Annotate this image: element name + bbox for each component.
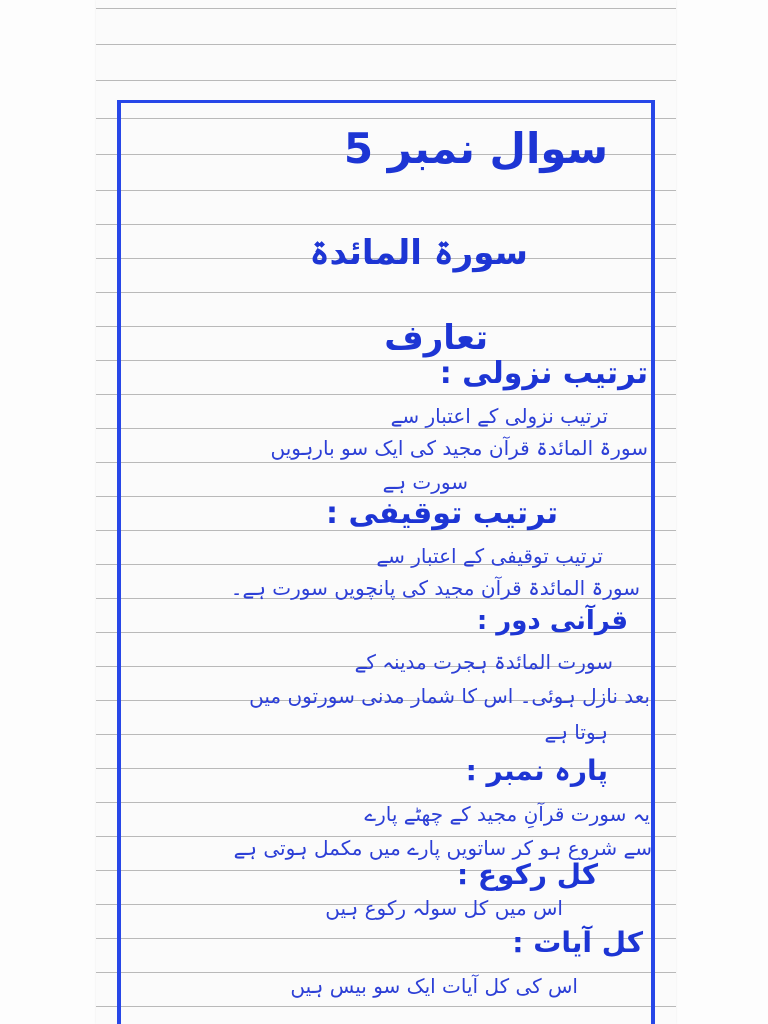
- section-heading-para: پارہ نمبر :: [465, 754, 608, 787]
- ruled-line: [96, 8, 676, 9]
- surah-title: سورۃ المائدۃ: [309, 233, 528, 273]
- text-line: سورۃ المائدۃ قرآن مجید کی ایک سو بارہویں: [270, 436, 648, 460]
- text-line: ترتیب توقیفی کے اعتبار سے: [376, 544, 603, 568]
- ruled-line: [96, 224, 676, 225]
- ruled-line: [96, 394, 676, 395]
- ruled-line: [96, 190, 676, 191]
- question-title: سوال نمبر 5: [343, 124, 608, 173]
- margin-line-top: [117, 100, 655, 103]
- ruled-line: [96, 972, 676, 973]
- margin-line-left: [117, 102, 121, 1024]
- text-line: ترتیب نزولی کے اعتبار سے: [390, 404, 608, 428]
- ruled-line: [96, 292, 676, 293]
- text-line: ہوتا ہے: [544, 720, 608, 744]
- text-line: سے شروع ہو کر ساتویں پارے میں مکمل ہوتی ہے: [233, 836, 652, 860]
- ruled-line: [96, 462, 676, 463]
- text-line: سورت ہے: [382, 470, 468, 494]
- section-heading-ruku: کل رکوع :: [456, 858, 598, 891]
- ruled-line: [96, 80, 676, 81]
- section-heading-ayat: کل آیات :: [512, 926, 643, 959]
- text-line: سورت المائدۃ ہجرت مدینہ کے: [354, 650, 613, 674]
- ruled-line: [96, 428, 676, 429]
- section-heading-daur: قرآنی دور :: [476, 606, 628, 636]
- text-line: یہ سورت قرآنِ مجید کے چھٹے پارے: [364, 802, 650, 826]
- text-line: اس کی کل آیات ایک سو بیس ہیں: [290, 974, 578, 998]
- section-heading-tauqeefi: ترتیب توقیفی :: [326, 496, 558, 531]
- section-heading-nuzooli: ترتیب نزولی :: [439, 356, 648, 391]
- margin-line-right: [651, 102, 655, 1024]
- intro-heading: تعارف: [384, 318, 488, 358]
- text-line: بعد نازل ہوئی۔ اس کا شمار مدنی سورتوں میں: [249, 684, 650, 708]
- text-line: سورۃ المائدۃ قرآن مجید کی پانچویں سورت ہے۔: [230, 576, 640, 600]
- ruled-line: [96, 1006, 676, 1007]
- ruled-line: [96, 118, 676, 119]
- text-line: اس میں کل سولہ رکوع ہیں: [325, 896, 563, 920]
- ruled-line: [96, 44, 676, 45]
